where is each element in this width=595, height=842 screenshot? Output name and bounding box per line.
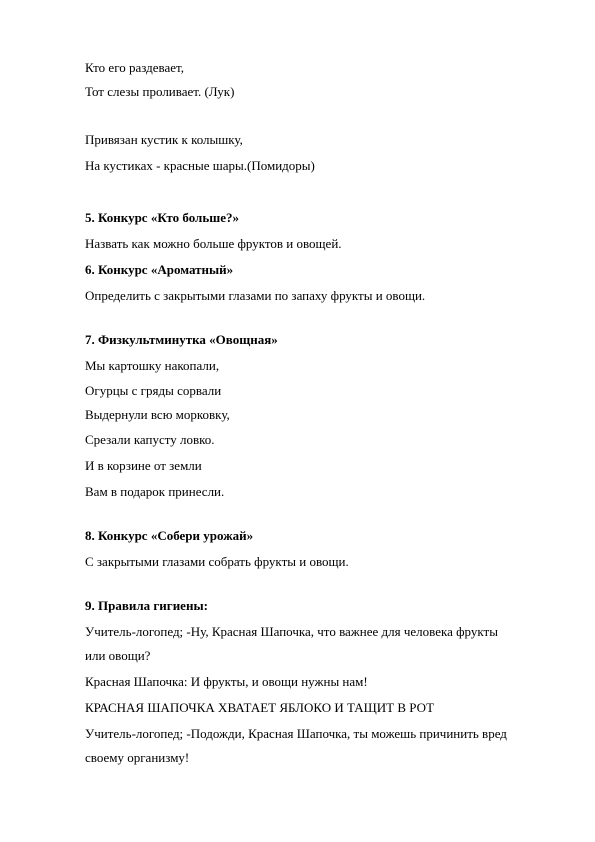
riddle-onion-line-2: Тот слезы проливает. (Лук): [85, 84, 235, 99]
section-8-heading: 8. Конкурс «Собери урожай»: [85, 528, 254, 543]
riddle-tomato-line-2: На кустиках - красные шары.(Помидоры): [85, 158, 315, 173]
riddle-tomato-line-1: Привязан кустик к колышку,: [85, 132, 243, 147]
verse-line-5: И в корзине от земли: [85, 458, 202, 473]
dialogue-teacher-1-line-2: или овощи?: [85, 648, 151, 663]
verse-line-2: Огурцы с гряды сорвали: [85, 383, 222, 398]
riddle-onion-line-1: Кто его раздевает,: [85, 60, 184, 75]
section-6-heading: 6. Конкурс «Ароматный»: [85, 262, 234, 277]
dialogue-teacher-2-line-1: Учитель-логопед; -Подожди, Красная Шапочка, ты можешь причинить вред: [85, 726, 507, 741]
dialogue-teacher-1-line-1: Учитель-логопед; -Ну, Красная Шапочка, что важнее для человека фрукты: [85, 624, 498, 639]
stage-direction: КРАСНАЯ ШАПОЧКА ХВАТАЕТ ЯБЛОКО И ТАЩИТ В РОТ: [85, 700, 435, 715]
dialogue-red-riding-hood: Красная Шапочка: И фрукты, и овощи нужны нам!: [85, 674, 368, 689]
verse-line-3: Выдернули всю морковку,: [85, 407, 230, 422]
dialogue-teacher-2-line-2: своему организму!: [85, 750, 190, 765]
verse-line-1: Мы картошку накопали,: [85, 358, 220, 373]
verse-line-4: Срезали капусту ловко.: [85, 432, 215, 447]
section-5-heading: 5. Конкурс «Кто больше?»: [85, 210, 239, 225]
section-8-text: С закрытыми глазами собрать фрукты и овощи.: [85, 554, 349, 569]
section-9-heading: 9. Правила гигиены:: [85, 598, 208, 613]
section-7-heading: 7. Физкультминутка «Овощная»: [85, 332, 278, 347]
section-5-text: Назвать как можно больше фруктов и овощей.: [85, 236, 342, 251]
verse-line-6: Вам в подарок принесли.: [85, 484, 225, 499]
section-6-text: Определить с закрытыми глазами по запаху фрукты и овощи.: [85, 288, 426, 303]
